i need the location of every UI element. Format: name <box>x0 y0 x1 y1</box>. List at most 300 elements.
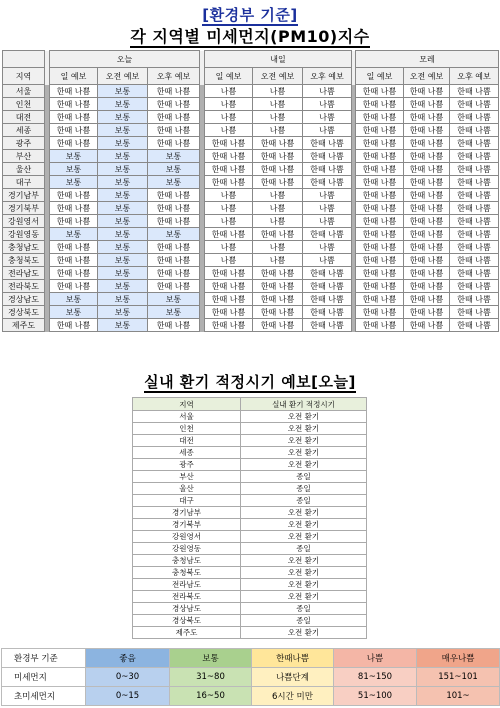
forecast-row <box>3 189 499 202</box>
forecast-row <box>3 85 499 98</box>
forecast-cell: 나쁨 <box>303 254 352 267</box>
forecast-cell: 한때 나쁨 <box>148 215 200 228</box>
forecast-cell: 한때 나쁨 <box>303 293 352 306</box>
ventilation-title: 실내 환기 적정시기 예보[오늘] <box>144 373 356 391</box>
forecast-cell: 한때 나쁨 <box>205 150 253 163</box>
forecast-cell: 한때 나쁨 <box>50 124 98 137</box>
forecast-row <box>3 319 499 332</box>
forecast-cell: 보통 <box>98 124 148 137</box>
forecast-cell: 보통 <box>98 293 148 306</box>
forecast-cell: 한때 나쁨 <box>356 176 404 189</box>
forecast-cell: 보통 <box>98 111 148 124</box>
forecast-row <box>3 293 499 306</box>
forecast-cell: 한때 나쁨 <box>356 163 404 176</box>
legend-row-label: 초미세먼지 <box>2 687 86 706</box>
forecast-cell: 한때 나쁨 <box>356 228 404 241</box>
sub-header: 일 예보 <box>205 68 253 85</box>
forecast-cell: 나쁨 <box>253 254 303 267</box>
forecast-cell: 한때 나쁨 <box>404 124 450 137</box>
forecast-cell: 한때 나쁨 <box>404 254 450 267</box>
vent-time: 종일 <box>241 603 367 615</box>
forecast-cell: 한때 나쁨 <box>404 306 450 319</box>
forecast-cell: 한때 나쁨 <box>356 202 404 215</box>
vent-time: 오전 환기 <box>241 579 367 591</box>
region-name: 강원영동 <box>3 228 45 241</box>
forecast-row <box>3 202 499 215</box>
forecast-cell: 한때 나쁨 <box>253 280 303 293</box>
vent-time: 오전 환기 <box>241 531 367 543</box>
forecast-cell: 한때 나쁨 <box>50 111 98 124</box>
vent-time: 오전 환기 <box>241 435 367 447</box>
forecast-cell: 한때 나쁨 <box>50 202 98 215</box>
ventilation-row <box>133 483 367 495</box>
vent-region: 대전 <box>133 435 241 447</box>
vent-region: 대구 <box>133 495 241 507</box>
forecast-cell: 한때 나쁨 <box>356 241 404 254</box>
forecast-cell: 한때 나쁨 <box>356 215 404 228</box>
ventilation-row <box>133 567 367 579</box>
ventilation-row <box>133 555 367 567</box>
forecast-cell: 한때 나쁨 <box>450 267 499 280</box>
forecast-cell: 보통 <box>148 293 200 306</box>
forecast-cell: 보통 <box>50 306 98 319</box>
vent-time: 종일 <box>241 483 367 495</box>
region-name: 전라남도 <box>3 267 45 280</box>
forecast-cell: 한때 나쁨 <box>404 98 450 111</box>
region-name: 경상북도 <box>3 306 45 319</box>
forecast-cell: 나쁨 <box>253 85 303 98</box>
legend-cell: 81~150 <box>334 668 417 687</box>
vent-region: 경상북도 <box>133 615 241 627</box>
forecast-cell: 나쁨 <box>303 111 352 124</box>
ventilation-row <box>133 447 367 459</box>
forecast-cell: 한때 나쁨 <box>404 228 450 241</box>
forecast-cell: 보통 <box>50 163 98 176</box>
forecast-row <box>3 98 499 111</box>
vent-region: 전라남도 <box>133 579 241 591</box>
forecast-row <box>3 163 499 176</box>
forecast-cell: 나쁨 <box>205 98 253 111</box>
forecast-cell: 한때 나쁨 <box>404 150 450 163</box>
legend-header-good: 좋음 <box>86 649 170 668</box>
corner-cell <box>3 51 45 68</box>
forecast-cell: 보통 <box>98 137 148 150</box>
vent-time: 오전 환기 <box>241 423 367 435</box>
forecast-cell: 한때 나쁨 <box>450 111 499 124</box>
forecast-row <box>3 228 499 241</box>
legend-header-standard: 환경부 기준 <box>2 649 86 668</box>
sub-header: 오전 예보 <box>253 68 303 85</box>
ventilation-row <box>133 531 367 543</box>
forecast-cell: 한때 나쁨 <box>404 176 450 189</box>
ventilation-row <box>133 519 367 531</box>
forecast-cell: 보통 <box>98 189 148 202</box>
forecast-cell: 보통 <box>148 176 200 189</box>
forecast-cell: 보통 <box>98 306 148 319</box>
forecast-cell: 한때 나쁨 <box>404 241 450 254</box>
forecast-row <box>3 306 499 319</box>
vent-region: 전라북도 <box>133 591 241 603</box>
vent-region: 강원영서 <box>133 531 241 543</box>
forecast-cell: 나쁨 <box>303 98 352 111</box>
vent-time: 오전 환기 <box>241 567 367 579</box>
legend-cell: 31~80 <box>170 668 252 687</box>
region-name: 대구 <box>3 176 45 189</box>
vent-region: 부산 <box>133 471 241 483</box>
forecast-cell: 보통 <box>148 228 200 241</box>
legend-header-temp-bad: 한때나쁨 <box>252 649 334 668</box>
legend-cell: 51~100 <box>334 687 417 706</box>
forecast-cell: 한때 나쁨 <box>450 150 499 163</box>
vent-time: 종일 <box>241 615 367 627</box>
legend-header-very-bad: 매우나쁨 <box>417 649 500 668</box>
vent-time-header: 실내 환기 적정시기 <box>241 398 367 411</box>
forecast-cell: 보통 <box>148 163 200 176</box>
legend-cell: 151~101 <box>417 668 500 687</box>
forecast-cell: 한때 나쁨 <box>253 267 303 280</box>
ventilation-row <box>133 423 367 435</box>
forecast-cell: 한때 나쁨 <box>356 111 404 124</box>
forecast-cell: 한때 나쁨 <box>205 267 253 280</box>
forecast-cell: 한때 나쁨 <box>50 280 98 293</box>
forecast-cell: 보통 <box>50 176 98 189</box>
forecast-cell: 한때 나쁨 <box>205 137 253 150</box>
forecast-cell: 나쁨 <box>205 85 253 98</box>
forecast-row <box>3 280 499 293</box>
forecast-cell: 한때 나쁨 <box>148 254 200 267</box>
forecast-cell: 나쁨 <box>253 111 303 124</box>
forecast-cell: 한때 나쁨 <box>450 241 499 254</box>
region-name: 울산 <box>3 163 45 176</box>
forecast-cell: 한때 나쁨 <box>356 85 404 98</box>
forecast-cell: 한때 나쁨 <box>356 137 404 150</box>
forecast-cell: 나쁨 <box>303 215 352 228</box>
forecast-row <box>3 137 499 150</box>
vent-region: 경기북부 <box>133 519 241 531</box>
forecast-cell: 한때 나쁨 <box>356 124 404 137</box>
vent-time: 오전 환기 <box>241 555 367 567</box>
forecast-cell: 한때 나쁨 <box>253 137 303 150</box>
forecast-cell: 한때 나쁨 <box>303 163 352 176</box>
vent-time: 오전 환기 <box>241 591 367 603</box>
vent-time: 오전 환기 <box>241 459 367 471</box>
forecast-cell: 한때 나쁨 <box>205 319 253 332</box>
forecast-cell: 나쁨 <box>253 215 303 228</box>
vent-region: 충청남도 <box>133 555 241 567</box>
forecast-row <box>3 111 499 124</box>
ventilation-table <box>132 397 367 639</box>
ventilation-row <box>133 591 367 603</box>
vent-time: 종일 <box>241 471 367 483</box>
forecast-cell: 한때 나쁨 <box>303 267 352 280</box>
region-name: 충청북도 <box>3 254 45 267</box>
forecast-cell: 한때 나쁨 <box>50 189 98 202</box>
forecast-cell: 한때 나쁨 <box>148 137 200 150</box>
forecast-row <box>3 176 499 189</box>
forecast-cell: 한때 나쁨 <box>303 319 352 332</box>
forecast-cell: 한때 나쁨 <box>253 176 303 189</box>
ventilation-row <box>133 615 367 627</box>
forecast-cell: 한때 나쁨 <box>450 319 499 332</box>
forecast-cell: 보통 <box>98 254 148 267</box>
vent-time: 종일 <box>241 543 367 555</box>
forecast-cell: 한때 나쁨 <box>356 280 404 293</box>
region-name: 제주도 <box>3 319 45 332</box>
region-name: 광주 <box>3 137 45 150</box>
forecast-cell: 보통 <box>98 228 148 241</box>
ventilation-row <box>133 603 367 615</box>
forecast-cell: 한때 나쁨 <box>356 98 404 111</box>
forecast-cell: 한때 나쁨 <box>50 137 98 150</box>
ventilation-row <box>133 627 367 639</box>
day-header-dayafter: 모레 <box>356 51 499 68</box>
forecast-cell: 한때 나쁨 <box>50 254 98 267</box>
region-name: 강원영서 <box>3 215 45 228</box>
forecast-cell: 한때 나쁨 <box>450 85 499 98</box>
sub-header: 오전 예보 <box>98 68 148 85</box>
forecast-cell: 한때 나쁨 <box>450 137 499 150</box>
forecast-cell: 한때 나쁨 <box>205 163 253 176</box>
forecast-cell: 나쁨 <box>253 189 303 202</box>
forecast-cell: 한때 나쁨 <box>356 254 404 267</box>
grade-legend-table <box>1 648 500 706</box>
forecast-cell: 한때 나쁨 <box>148 85 200 98</box>
vent-region: 울산 <box>133 483 241 495</box>
forecast-cell: 한때 나쁨 <box>303 150 352 163</box>
ventilation-row <box>133 543 367 555</box>
forecast-cell: 나쁨 <box>253 124 303 137</box>
forecast-cell: 한때 나쁨 <box>205 176 253 189</box>
forecast-cell: 한때 나쁨 <box>50 241 98 254</box>
vent-region: 경기남부 <box>133 507 241 519</box>
forecast-cell: 한때 나쁨 <box>404 111 450 124</box>
forecast-cell: 한때 나쁨 <box>148 189 200 202</box>
legend-cell: 나쁨단계 <box>252 668 334 687</box>
forecast-cell: 나쁨 <box>205 215 253 228</box>
forecast-cell: 한때 나쁨 <box>450 189 499 202</box>
legend-header-bad: 나쁨 <box>334 649 417 668</box>
ventilation-row <box>133 471 367 483</box>
forecast-row <box>3 267 499 280</box>
forecast-cell: 한때 나쁨 <box>148 98 200 111</box>
region-name: 경기남부 <box>3 189 45 202</box>
vent-region: 인천 <box>133 423 241 435</box>
forecast-cell: 나쁨 <box>303 85 352 98</box>
forecast-cell: 보통 <box>98 280 148 293</box>
forecast-cell: 나쁨 <box>253 241 303 254</box>
sub-header: 오후 예보 <box>303 68 352 85</box>
forecast-cell: 한때 나쁨 <box>356 150 404 163</box>
forecast-cell: 한때 나쁨 <box>404 215 450 228</box>
forecast-cell: 한때 나쁨 <box>404 267 450 280</box>
sub-header: 오후 예보 <box>148 68 200 85</box>
vent-time: 오전 환기 <box>241 627 367 639</box>
forecast-row <box>3 150 499 163</box>
forecast-cell: 한때 나쁨 <box>205 280 253 293</box>
pm10-forecast-table <box>2 50 499 332</box>
legend-cell: 16~50 <box>170 687 252 706</box>
ventilation-row <box>133 411 367 423</box>
forecast-cell: 한때 나쁨 <box>205 228 253 241</box>
forecast-cell: 나쁨 <box>205 189 253 202</box>
forecast-cell: 한때 나쁨 <box>253 293 303 306</box>
forecast-cell: 한때 나쁨 <box>148 124 200 137</box>
forecast-cell: 한때 나쁨 <box>404 202 450 215</box>
region-name: 부산 <box>3 150 45 163</box>
forecast-cell: 한때 나쁨 <box>253 150 303 163</box>
forecast-cell: 한때 나쁨 <box>404 319 450 332</box>
forecast-cell: 보통 <box>148 306 200 319</box>
forecast-cell: 한때 나쁨 <box>450 215 499 228</box>
forecast-cell: 한때 나쁨 <box>450 293 499 306</box>
region-name: 경상남도 <box>3 293 45 306</box>
forecast-cell: 보통 <box>50 293 98 306</box>
forecast-cell: 한때 나쁨 <box>303 176 352 189</box>
forecast-cell: 한때 나쁨 <box>205 293 253 306</box>
forecast-cell: 한때 나쁨 <box>450 280 499 293</box>
forecast-cell: 한때 나쁨 <box>50 267 98 280</box>
forecast-cell: 보통 <box>98 202 148 215</box>
forecast-cell: 한때 나쁨 <box>253 228 303 241</box>
forecast-cell: 한때 나쁨 <box>253 163 303 176</box>
vent-region: 강원영동 <box>133 543 241 555</box>
forecast-cell: 나쁨 <box>205 241 253 254</box>
vent-time: 종일 <box>241 495 367 507</box>
day-header-tomorrow: 내일 <box>205 51 352 68</box>
forecast-cell: 나쁨 <box>205 111 253 124</box>
forecast-row <box>3 124 499 137</box>
region-header: 지역 <box>3 68 45 85</box>
region-name: 전라북도 <box>3 280 45 293</box>
forecast-cell: 보통 <box>98 215 148 228</box>
forecast-cell: 한때 나쁨 <box>450 306 499 319</box>
forecast-cell: 한때 나쁨 <box>450 228 499 241</box>
legend-cell: 101~ <box>417 687 500 706</box>
forecast-cell: 한때 나쁨 <box>450 202 499 215</box>
forecast-cell: 나쁨 <box>253 98 303 111</box>
forecast-cell: 한때 나쁨 <box>450 98 499 111</box>
forecast-cell: 한때 나쁨 <box>356 293 404 306</box>
legend-header-average: 보통 <box>170 649 252 668</box>
forecast-cell: 보통 <box>148 150 200 163</box>
sub-header: 오후 예보 <box>450 68 499 85</box>
forecast-cell: 나쁨 <box>253 202 303 215</box>
region-name: 인천 <box>3 98 45 111</box>
forecast-cell: 한때 나쁨 <box>356 306 404 319</box>
forecast-cell: 한때 나쁨 <box>404 137 450 150</box>
forecast-cell: 한때 나쁨 <box>148 267 200 280</box>
forecast-cell: 한때 나쁨 <box>50 215 98 228</box>
forecast-cell: 한때 나쁨 <box>148 319 200 332</box>
vent-region: 광주 <box>133 459 241 471</box>
region-name: 경기북부 <box>3 202 45 215</box>
region-name: 대전 <box>3 111 45 124</box>
vent-time: 오전 환기 <box>241 411 367 423</box>
forecast-cell: 한때 나쁨 <box>253 319 303 332</box>
forecast-cell: 한때 나쁨 <box>148 111 200 124</box>
forecast-cell: 한때 나쁨 <box>303 306 352 319</box>
forecast-cell: 한때 나쁨 <box>148 241 200 254</box>
forecast-cell: 보통 <box>98 319 148 332</box>
forecast-cell: 보통 <box>50 150 98 163</box>
forecast-cell: 한때 나쁨 <box>50 98 98 111</box>
forecast-cell: 한때 나쁨 <box>404 293 450 306</box>
ventilation-row <box>133 507 367 519</box>
forecast-cell: 한때 나쁨 <box>50 85 98 98</box>
legend-cell: 0~30 <box>86 668 170 687</box>
sub-header: 오전 예보 <box>404 68 450 85</box>
forecast-cell: 나쁨 <box>205 124 253 137</box>
day-header-today: 오늘 <box>50 51 200 68</box>
source-label: [환경부 기준] <box>202 6 298 24</box>
sub-header: 일 예보 <box>356 68 404 85</box>
vent-region: 제주도 <box>133 627 241 639</box>
forecast-cell: 한때 나쁨 <box>303 280 352 293</box>
forecast-cell: 나쁨 <box>303 202 352 215</box>
vent-time: 오전 환기 <box>241 519 367 531</box>
forecast-cell: 나쁨 <box>303 241 352 254</box>
ventilation-row <box>133 435 367 447</box>
region-name: 충청남도 <box>3 241 45 254</box>
legend-cell: 0~15 <box>86 687 170 706</box>
forecast-cell: 보통 <box>98 241 148 254</box>
forecast-row <box>3 215 499 228</box>
forecast-cell: 한때 나쁨 <box>253 306 303 319</box>
legend-cell: 6시간 미만 <box>252 687 334 706</box>
forecast-cell: 한때 나쁨 <box>404 280 450 293</box>
region-name: 세종 <box>3 124 45 137</box>
vent-region: 충청북도 <box>133 567 241 579</box>
forecast-cell: 한때 나쁨 <box>50 319 98 332</box>
ventilation-row <box>133 495 367 507</box>
forecast-cell: 한때 나쁨 <box>205 306 253 319</box>
forecast-cell: 보통 <box>98 85 148 98</box>
forecast-row <box>3 254 499 267</box>
forecast-cell: 보통 <box>98 98 148 111</box>
region-name: 서울 <box>3 85 45 98</box>
forecast-cell: 한때 나쁨 <box>404 189 450 202</box>
forecast-cell: 보통 <box>98 150 148 163</box>
forecast-cell: 나쁨 <box>303 189 352 202</box>
sub-header: 일 예보 <box>50 68 98 85</box>
vent-time: 오전 환기 <box>241 447 367 459</box>
forecast-cell: 한때 나쁨 <box>356 319 404 332</box>
forecast-cell: 한때 나쁨 <box>404 85 450 98</box>
forecast-cell: 한때 나쁨 <box>450 163 499 176</box>
vent-region: 서울 <box>133 411 241 423</box>
vent-region: 경상남도 <box>133 603 241 615</box>
forecast-cell: 한때 나쁨 <box>303 228 352 241</box>
ventilation-row <box>133 579 367 591</box>
forecast-cell: 보통 <box>98 267 148 280</box>
forecast-cell: 보통 <box>98 163 148 176</box>
forecast-cell: 나쁨 <box>303 124 352 137</box>
ventilation-row <box>133 459 367 471</box>
forecast-cell: 한때 나쁨 <box>148 202 200 215</box>
forecast-row <box>3 241 499 254</box>
forecast-cell: 한때 나쁨 <box>303 137 352 150</box>
forecast-cell: 한때 나쁨 <box>450 124 499 137</box>
vent-time: 오전 환기 <box>241 507 367 519</box>
forecast-cell: 한때 나쁨 <box>450 254 499 267</box>
forecast-cell: 한때 나쁨 <box>148 280 200 293</box>
forecast-cell: 보통 <box>98 176 148 189</box>
vent-region: 세종 <box>133 447 241 459</box>
forecast-cell: 한때 나쁨 <box>450 176 499 189</box>
vent-region-header: 지역 <box>133 398 241 411</box>
forecast-cell: 나쁨 <box>205 202 253 215</box>
forecast-cell: 한때 나쁨 <box>356 267 404 280</box>
